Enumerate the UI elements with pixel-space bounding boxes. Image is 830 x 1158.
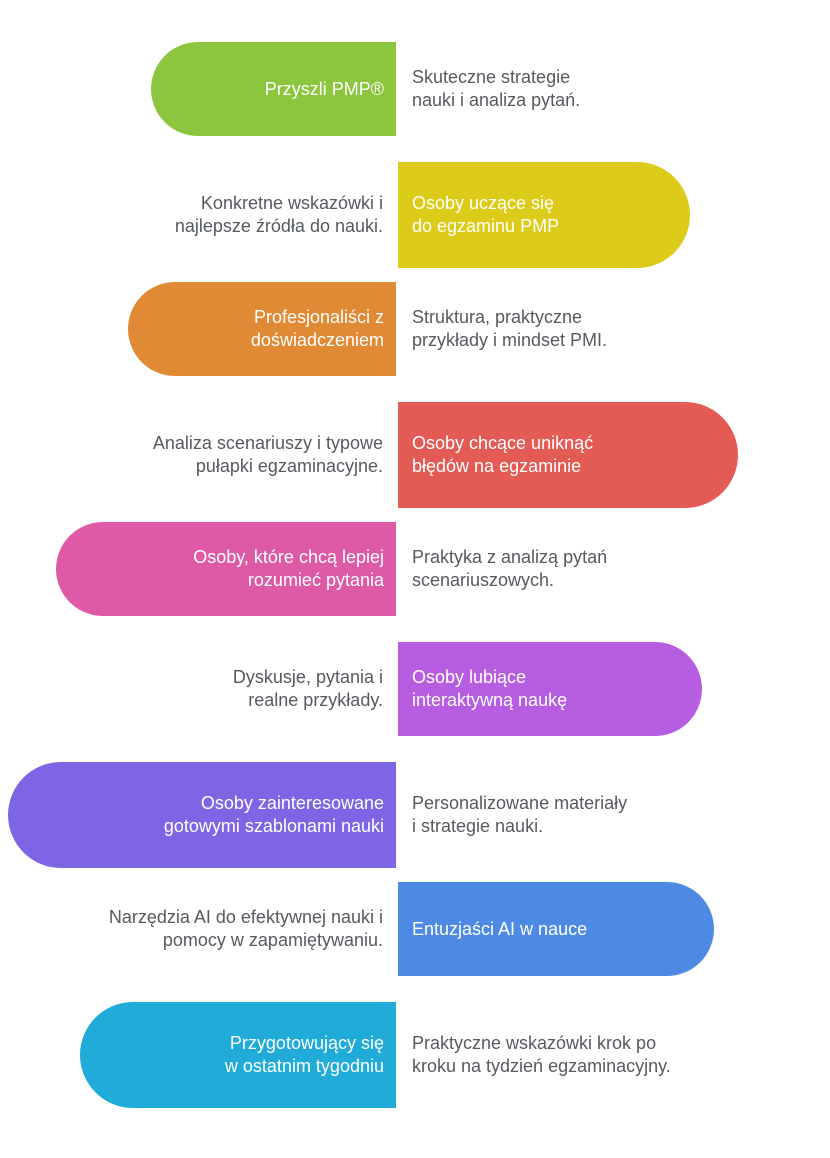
audience-pill xyxy=(398,882,714,976)
audience-pill xyxy=(398,162,690,268)
audience-description xyxy=(412,282,812,376)
audience-row xyxy=(0,522,830,616)
pill-label: Osoby uczące się xyxy=(412,193,555,213)
pill-label: Przyszli PMP® xyxy=(264,78,384,99)
description-line: i strategie nauki. xyxy=(412,816,544,836)
description-line: Struktura, praktyczne xyxy=(412,307,583,327)
audience-row xyxy=(0,402,830,508)
description-line: Analiza scenariuszy i typowe xyxy=(152,433,383,453)
pill-label: interaktywną naukę xyxy=(412,690,568,710)
description-line: Skuteczne strategie xyxy=(412,67,571,87)
pill-label: Profesjonaliści z xyxy=(253,307,384,327)
pill-label: doświadczeniem xyxy=(250,330,384,350)
audience-row xyxy=(0,762,830,868)
audience-row xyxy=(0,1002,830,1108)
audience-description xyxy=(0,402,383,508)
pill-label: Osoby, które chcą lepiej xyxy=(193,547,384,567)
description-line: Praktyka z analizą pytań xyxy=(412,547,608,567)
pill-label: gotowymi szablonami nauki xyxy=(163,816,384,836)
audience-description xyxy=(412,42,812,136)
audience-pill xyxy=(8,762,396,868)
pill-label: Osoby zainteresowane xyxy=(200,793,384,813)
audience-row xyxy=(0,162,830,268)
pill-label: Osoby lubiące xyxy=(412,667,527,687)
pill-label: błędów na egzaminie xyxy=(412,456,582,476)
audience-pill xyxy=(56,522,396,616)
description-line: najlepsze źródła do nauki. xyxy=(174,216,383,236)
audience-pill xyxy=(398,402,738,508)
pill-label: do egzaminu PMP xyxy=(412,216,560,236)
audience-description xyxy=(412,522,812,616)
description-line: Konkretne wskazówki i xyxy=(200,193,383,213)
description-line: pułapki egzaminacyjne. xyxy=(195,456,383,476)
description-line: Narzędzia AI do efektywnej nauki i xyxy=(108,907,383,927)
description-line: Dyskusje, pytania i xyxy=(232,667,383,687)
pill-label: Przygotowujący się xyxy=(229,1033,384,1053)
audience-description xyxy=(0,642,383,736)
description-line: Praktyczne wskazówki krok po xyxy=(412,1033,657,1053)
audience-description xyxy=(0,882,383,976)
description-line: pomocy w zapamiętywaniu. xyxy=(162,930,383,950)
audience-row xyxy=(0,882,830,976)
audience-pill xyxy=(151,42,396,136)
audience-row xyxy=(0,282,830,376)
description-line: kroku na tydzień egzaminacyjny. xyxy=(412,1056,671,1076)
audience-row xyxy=(0,42,830,136)
pill-label: Entuzjaści AI w nauce xyxy=(412,918,588,939)
audience-pill xyxy=(80,1002,396,1108)
description-line: scenariuszowych. xyxy=(412,570,555,590)
audience-description xyxy=(0,162,383,268)
pill-label: Osoby chcące uniknąć xyxy=(412,433,594,453)
audience-pill xyxy=(128,282,396,376)
description-line: realne przykłady. xyxy=(248,690,383,710)
audience-description xyxy=(412,1002,812,1108)
audience-description xyxy=(412,762,812,868)
pill-label: w ostatnim tygodniu xyxy=(224,1056,384,1076)
audience-row xyxy=(0,642,830,736)
description-line: przykłady i mindset PMI. xyxy=(412,330,608,350)
pill-label: rozumieć pytania xyxy=(247,570,384,590)
description-line: Personalizowane materiały xyxy=(412,793,628,813)
audience-pill xyxy=(398,642,702,736)
description-line: nauki i analiza pytań. xyxy=(412,90,581,110)
